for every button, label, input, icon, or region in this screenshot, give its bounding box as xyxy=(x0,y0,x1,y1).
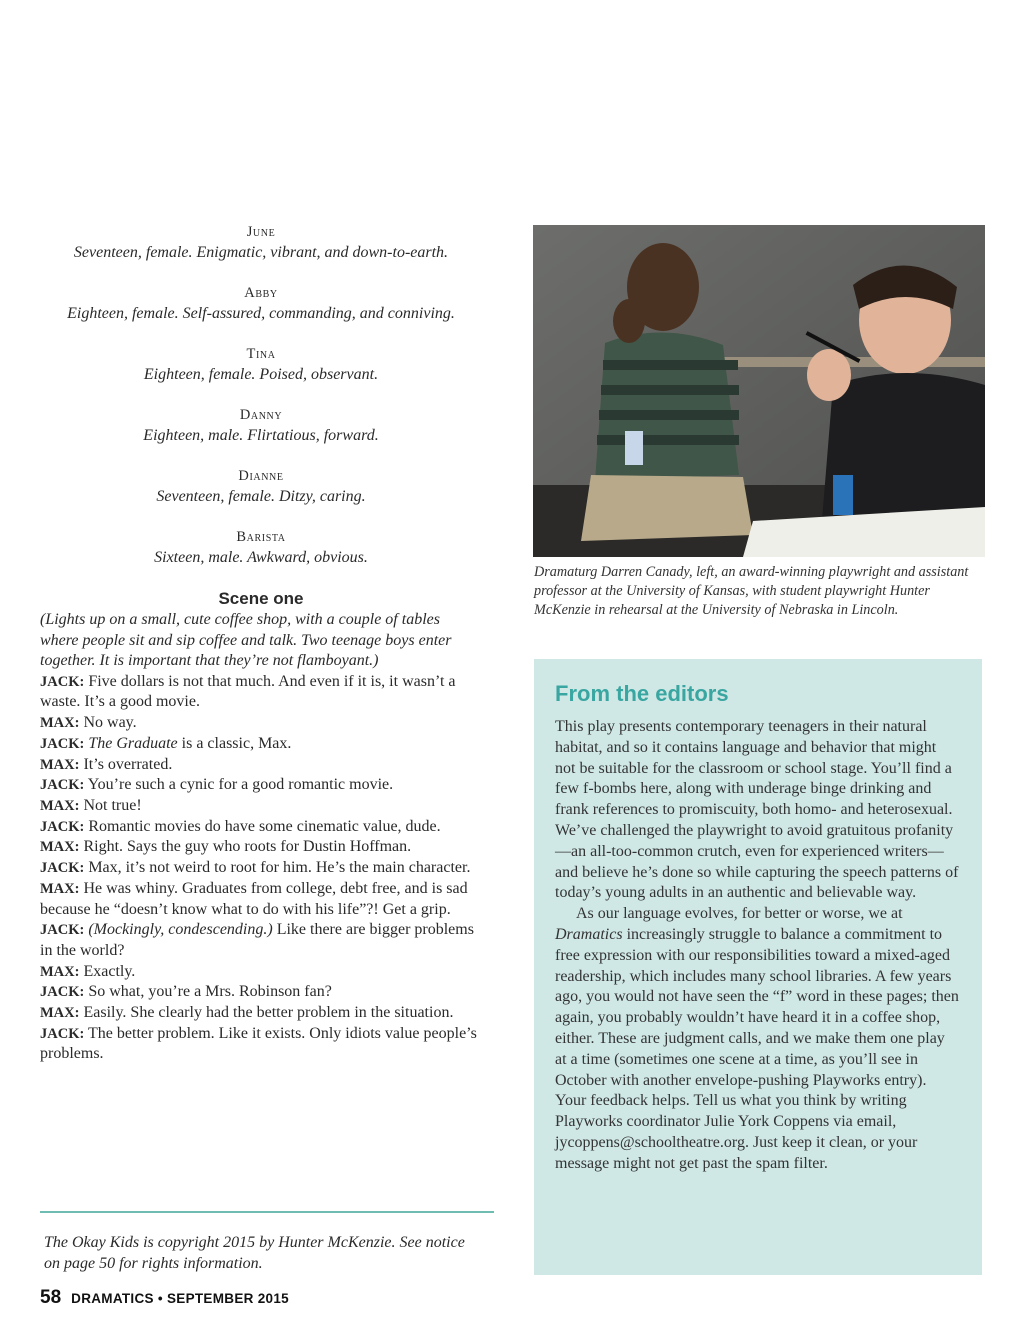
speaker-name: MAX: xyxy=(40,839,80,856)
line-text: No way. xyxy=(83,714,137,732)
speaker-name: JACK: xyxy=(40,673,85,690)
scene-heading: Scene one xyxy=(218,589,304,608)
character-entry xyxy=(40,405,482,446)
character-description: Sixteen, male. Awkward, obvious. xyxy=(154,549,368,566)
line-text: Five dollars is not that much. And even if it is, it wasn’t a waste. It’s a good movie. xyxy=(40,672,456,711)
speaker-name: MAX: xyxy=(40,963,80,980)
line-italic-text: (Mockingly, condescending.) xyxy=(88,921,273,939)
publication-issue: DRAMATICS • SEPTEMBER 2015 xyxy=(71,1291,289,1306)
script-line xyxy=(40,734,482,755)
character-name: Abby xyxy=(244,285,278,301)
line-text: Not true! xyxy=(83,797,142,814)
line-text: You’re such a cynic for a good romantic movie. xyxy=(87,776,394,794)
rehearsal-photo xyxy=(533,225,985,557)
line-text: Romantic movies do have some cinematic value, dude. xyxy=(88,817,441,835)
editors-text: increasingly struggle to balance a commitment to free expression with our responsibilities toward a mixed-aged readership, which includes many school libraries. A few years ago, you would not have seen the “f” word in these pages; then again, you probably wouldn’t have heard it in a coffee shop, either. These are judgment calls, and we make them one play at a time (sometimes one scene at a time, as you’ll see in October with another envelope-pushing Playworks entry). Your feedback helps. Tell us what you think by writing Playworks coordinator Julie York Coppens via email, jycoppens@schooltheatre.org. Just keep it clean, or your message might not get past the spam filter. xyxy=(555,925,959,1172)
line-text: The better problem. Like it exists. Only idiots value people’s problems. xyxy=(40,1024,477,1063)
publication-name: Dramatics xyxy=(555,925,623,943)
speaker-name: JACK: xyxy=(40,735,85,752)
script-line xyxy=(40,879,482,920)
stage-direction: (Lights up on a small, cute coffee shop, with a couple of tables where people sit and sip coffee and talk. Two teenage boys enter together. It is important that they’re not flamboyant.) xyxy=(40,611,452,670)
character-description: Seventeen, female. Ditzy, caring. xyxy=(156,488,366,505)
character-name: Tina xyxy=(246,346,276,362)
script-line xyxy=(40,672,482,713)
editors-text: As our language evolves, for better or worse, we at xyxy=(576,905,903,923)
editors-note-body xyxy=(555,717,959,1175)
character-entry xyxy=(40,222,482,263)
character-name: Dianne xyxy=(238,468,284,484)
section-divider xyxy=(40,1211,494,1213)
script-line xyxy=(40,713,482,734)
speaker-name: JACK: xyxy=(40,818,85,835)
script-line xyxy=(40,962,482,983)
character-description: Eighteen, female. Self-assured, commanding, and conniving. xyxy=(67,305,455,322)
speaker-name: MAX: xyxy=(40,1005,80,1022)
character-entry xyxy=(40,344,482,385)
speaker-name: MAX: xyxy=(40,715,80,732)
line-text: Like there are bigger problems in the world? xyxy=(40,921,474,959)
character-name: Danny xyxy=(239,407,283,423)
line-text: Easily. She clearly had the better problem in the situation. xyxy=(83,1004,454,1022)
script-line xyxy=(40,837,482,858)
script-line xyxy=(40,755,482,776)
page-number: 58 xyxy=(40,1287,62,1308)
editors-paragraph: This play presents contemporary teenagers in their natural habitat, and so it contains language and behavior that might not be suitable for the classroom or school stage. You’ll find a few f-bombs here, along with underage binge drinking and frank references to promiscuity, both homo- and heterosexual. We’ve challenged the playwright to avoid gratuitous profanity—an all-too-common crutch, even for experienced writers—and believe he’s done so while capturing the speech patterns of today’s young adults in an authentic and believable way. xyxy=(555,718,959,902)
editors-note-title: From the editors xyxy=(555,681,729,706)
speaker-name: MAX: xyxy=(40,880,80,897)
line-text: is a classic, Max. xyxy=(177,734,292,752)
character-entry xyxy=(40,466,482,507)
character-entry xyxy=(40,527,482,568)
page-footer xyxy=(40,1287,289,1309)
line-text: Exactly. xyxy=(83,962,136,980)
speaker-name: JACK: xyxy=(40,777,85,794)
line-text: It’s overrated. xyxy=(83,755,173,773)
script-line xyxy=(40,1024,482,1065)
copyright-notice: The Okay Kids is copyright 2015 by Hunter McKenzie. See notice on page 50 for rights information. xyxy=(44,1234,465,1272)
character-description: Eighteen, female. Poised, observant. xyxy=(143,366,379,383)
script-line xyxy=(40,1003,482,1024)
line-text: Max, it’s not weird to root for him. He’s the main character. xyxy=(88,859,471,877)
photo-caption: Dramaturg Darren Canady, left, an award-winning playwright and assistant professor at the University of Kansas, with student playwright Hunter McKenzie in rehearsal at the University of Nebraska in Lincoln. xyxy=(534,564,969,618)
character-name: Barista xyxy=(236,529,286,545)
character-description: Eighteen, male. Flirtatious, forward. xyxy=(143,427,379,444)
script-line xyxy=(40,796,482,817)
script-line xyxy=(40,920,482,961)
speaker-name: MAX: xyxy=(40,798,80,814)
speaker-name: MAX: xyxy=(40,756,80,773)
speaker-name: JACK: xyxy=(40,860,85,877)
editors-paragraph xyxy=(555,904,959,1174)
script-line xyxy=(40,858,482,879)
script-lines xyxy=(40,672,482,1065)
character-entry xyxy=(40,283,482,324)
line-text: So what, you’re a Mrs. Robinson fan? xyxy=(88,983,332,1001)
script-line xyxy=(40,982,482,1003)
line-text: Right. Says the guy who roots for Dustin Hoffman. xyxy=(83,838,412,856)
script-line xyxy=(40,817,482,838)
editors-note-box xyxy=(534,659,982,1275)
speaker-name: JACK: xyxy=(40,922,85,939)
character-name: June xyxy=(246,224,276,240)
line-italic-text: The Graduate xyxy=(88,734,178,752)
speaker-name: JACK: xyxy=(40,1025,85,1042)
script-line xyxy=(40,775,482,796)
cast-and-script-column xyxy=(40,222,482,1065)
line-text: He was whiny. Graduates from college, debt free, and is sad because he “doesn’t know what to do with his life”?! Get a grip. xyxy=(40,879,468,918)
speaker-name: JACK: xyxy=(40,984,85,1001)
character-description: Seventeen, female. Enigmatic, vibrant, and down-to-earth. xyxy=(73,244,449,261)
